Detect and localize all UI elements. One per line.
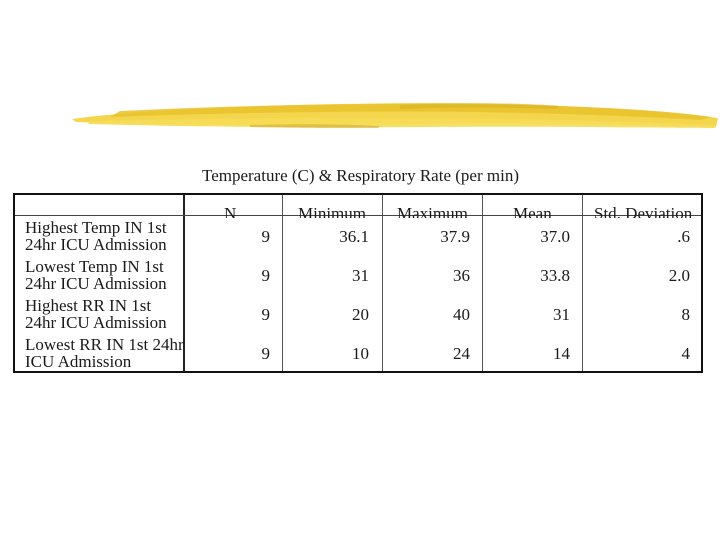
- cell-maximum: 37.9: [440, 227, 470, 246]
- cell-n: 9: [261, 266, 270, 285]
- row-label-lowest-temp: Lowest Temp IN 1st 24hr ICU Admission: [25, 257, 167, 293]
- cell-std-deviation: 2.0: [668, 266, 690, 285]
- row-label-highest-rr: Highest RR IN 1st 24hr ICU Admission: [25, 296, 167, 332]
- table-title: Temperature (C) & Respiratory Rate (per min): [202, 166, 519, 185]
- cell-mean: 37.0: [540, 227, 570, 246]
- column-header-std-deviation: Std. Deviation: [594, 206, 693, 218]
- row-label-highest-temp: Highest Temp IN 1st 24hr ICU Admission: [25, 218, 167, 254]
- cell-maximum: 40: [453, 305, 470, 324]
- column-header-n: N: [224, 206, 237, 218]
- cell-maximum: 36: [453, 266, 470, 285]
- column-header-minimum: Minimum: [298, 206, 367, 218]
- cell-minimum: 10: [352, 344, 369, 363]
- cell-std-deviation: 8: [681, 305, 690, 324]
- column-divider: [382, 195, 383, 371]
- cell-n: 9: [261, 344, 270, 363]
- cell-std-deviation: 4: [681, 344, 690, 363]
- cell-n: 9: [261, 305, 270, 324]
- cell-mean: 14: [553, 344, 570, 363]
- column-header-maximum: Maximum: [397, 206, 468, 218]
- row-label-lowest-rr: Lowest RR IN 1st 24hr ICU Admission: [25, 335, 184, 371]
- cell-n: 9: [261, 227, 270, 246]
- cell-minimum: 36.1: [339, 227, 369, 246]
- column-divider: [282, 195, 283, 371]
- cell-mean: 33.8: [540, 266, 570, 285]
- cell-mean: 31: [553, 305, 570, 324]
- cell-minimum: 31: [352, 266, 369, 285]
- descriptive-statistics-table: [13, 193, 703, 373]
- cell-minimum: 20: [352, 305, 369, 324]
- column-divider: [482, 195, 483, 371]
- column-header-mean: Mean: [513, 206, 552, 218]
- cell-maximum: 24: [453, 344, 470, 363]
- cell-std-deviation: .6: [677, 227, 690, 246]
- column-divider: [582, 195, 583, 371]
